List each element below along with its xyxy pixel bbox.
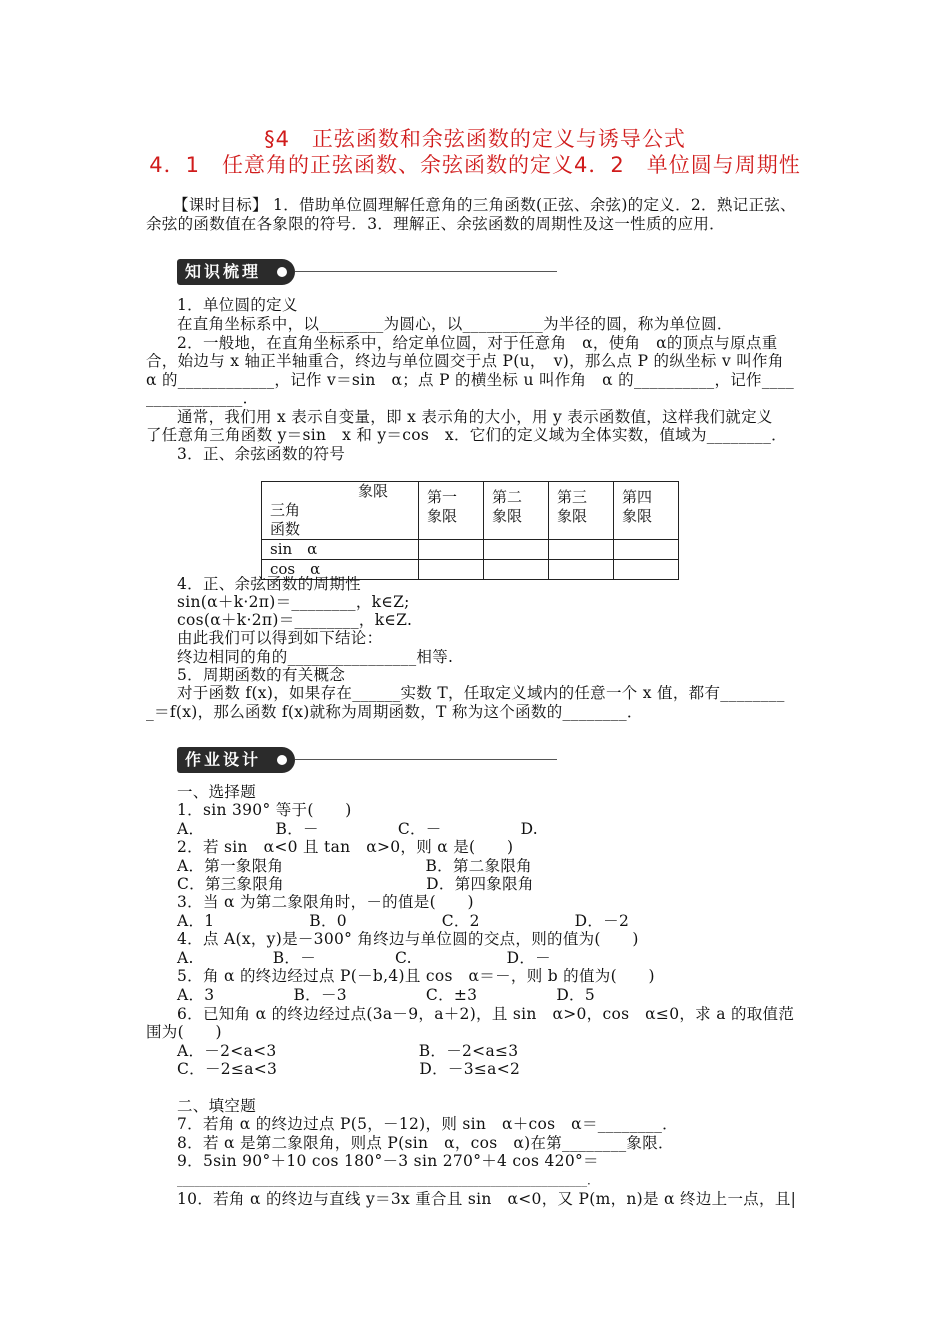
text-line: 二、填空题 [177,1097,257,1115]
text-line: 1．单位圆的定义 [177,296,298,314]
question-5: 5．角 α 的终边经过点 P(－b,4)且 cos α＝－，则 b 的值为( ) [177,967,655,985]
text-line: 由此我们可以得到如下结论： [177,629,383,647]
question-2: 2．若 sin α<0 且 tan α>0，则 α 是( ) [177,838,514,856]
table-header-q3: 第三 象限 [549,482,614,540]
text-line: 3．正、余弦函数的符号 [177,445,346,463]
bullet-dot-icon [277,267,287,277]
text-line: 通常，我们用 x 表示自变量，即 x 表示角的大小，用 y 表示函数值，这样我们就定义 [177,408,773,426]
table-corner-l1: 三角 [270,501,301,519]
text-line: 一、选择题 [177,783,257,801]
question-3-options: A．1 B．0 C．2 D．－2 [177,912,630,930]
question-3: 3．当 α 为第二象限角时，－的值是( ) [177,893,474,911]
table-header-q4: 第四 象限 [614,482,679,540]
sign-table [261,481,679,580]
question-9: 9．5sin 90°＋10 cos 180°－3 sin 270°＋4 cos 420°＝ [177,1152,599,1170]
section-knowledge-label: 知识梳理 [177,259,295,285]
text-line: cos(α＋k·2π)＝________，k∈Z. [177,611,413,629]
text-line: 终边相同的角的________________相等. [177,648,454,666]
question-6-options-cd: C．－2≤a<3 D．－3≤a<2 [177,1060,521,1078]
text-line: 2．一般地，在直角坐标系中，给定单位圆，对于任意角 α，使角 α的顶点与原点重 [177,334,778,352]
question-6: 6．已知角 α 的终边经过点(3a－9，a＋2)，且 sin α>0，cos α≤0，求 a 的取值范 [177,1005,795,1023]
chapter-title: §4 正弦函数和余弦函数的定义与诱导公式 [264,127,686,151]
question-9-blank: ________________________________________________________________________． [177,1173,599,1187]
table-row-label: sin α [262,540,419,560]
question-5-options: A．3 B．－3 C．±3 D．5 [177,986,596,1004]
text-line: 5．周期函数的有关概念 [177,666,346,684]
table-header-q1: 第一 象限 [419,482,484,540]
section-divider [295,271,557,272]
question-8: 8．若 α 是第二象限角，则点 P(sin α，cos α)在第________象限． [177,1134,674,1152]
table-row [262,540,679,560]
text-line: 4．正、余弦函数的周期性 [177,575,361,593]
question-10: 10．若角 α 的终边与直线 y＝3x 重合且 sin α<0，又 P(m，n)是 α 终边上一点，且| [177,1190,797,1208]
text-line: α 的____________，记作 v＝sin α；点 P 的横坐标 u 叫作角 α 的__________，记作____ [146,371,795,389]
question-7: 7．若角 α 的终边过点 P(5，－12)，则 sin α＋cos α＝________． [177,1115,678,1133]
question-4-options: A. B．－ C. D．－ [177,949,551,967]
table-header-q2: 第二 象限 [484,482,549,540]
table-row-label: cos α [262,560,419,580]
intro-line-1: 【课时目标】 1．借助单位圆理解任意角的三角函数(正弦、余弦)的定义．2．熟记正弦、 [173,196,796,214]
text-line: _＝f(x)，那么函数 f(x)就称为周期函数，T 称为这个函数的________． [146,703,643,721]
section-title: 4．1 任意角的正弦函数、余弦函数的定义4．2 单位圆与周期性 [149,153,801,177]
section-homework-label: 作业设计 [177,747,295,773]
question-6-cont: 围为( ) [146,1023,222,1041]
text-line: sin(α＋k·2π)＝________，k∈Z; [177,593,410,611]
question-2-options-cd: C．第三象限角 D．第四象限角 [177,875,534,893]
table-corner-top: 象限 [357,482,388,500]
intro-line-2: 余弦的函数值在各象限的符号．3．理解正、余弦函数的周期性及这一性质的应用． [146,215,725,233]
section-divider [295,759,557,760]
question-1: 1．sin 390° 等于( ) [177,801,352,819]
question-6-options-ab: A．－2<a<3 B．－2<a≤3 [177,1042,519,1060]
bullet-dot-icon [277,755,287,765]
text-line: 合，始边与 x 轴正半轴重合，终边与单位圆交于点 P(u， v)，那么点 P 的纵坐标 v 叫作角 [146,352,784,370]
question-4: 4．点 A(x，y)是－300° 角终边与单位圆的交点，则的值为( ) [177,930,639,948]
question-1-options: A． B．－ C．－ D. [177,820,538,838]
text-line: 在直角坐标系中，以________为圆心，以__________为半径的圆，称为单位圆． [177,315,733,333]
text-line: ____________． [146,389,259,407]
question-2-options-ab: A．第一象限角 B．第二象限角 [177,857,532,875]
table-corner-l2: 函数 [270,520,301,538]
table-corner-cell [262,482,419,540]
text-line: 了任意角三角函数 y＝sin x 和 y＝cos x．它们的定义域为全体实数，值域为________． [146,426,787,444]
text-line: 对于函数 f(x)，如果存在______实数 T，任取定义域内的任意一个 x 值，都有________ [177,684,785,702]
